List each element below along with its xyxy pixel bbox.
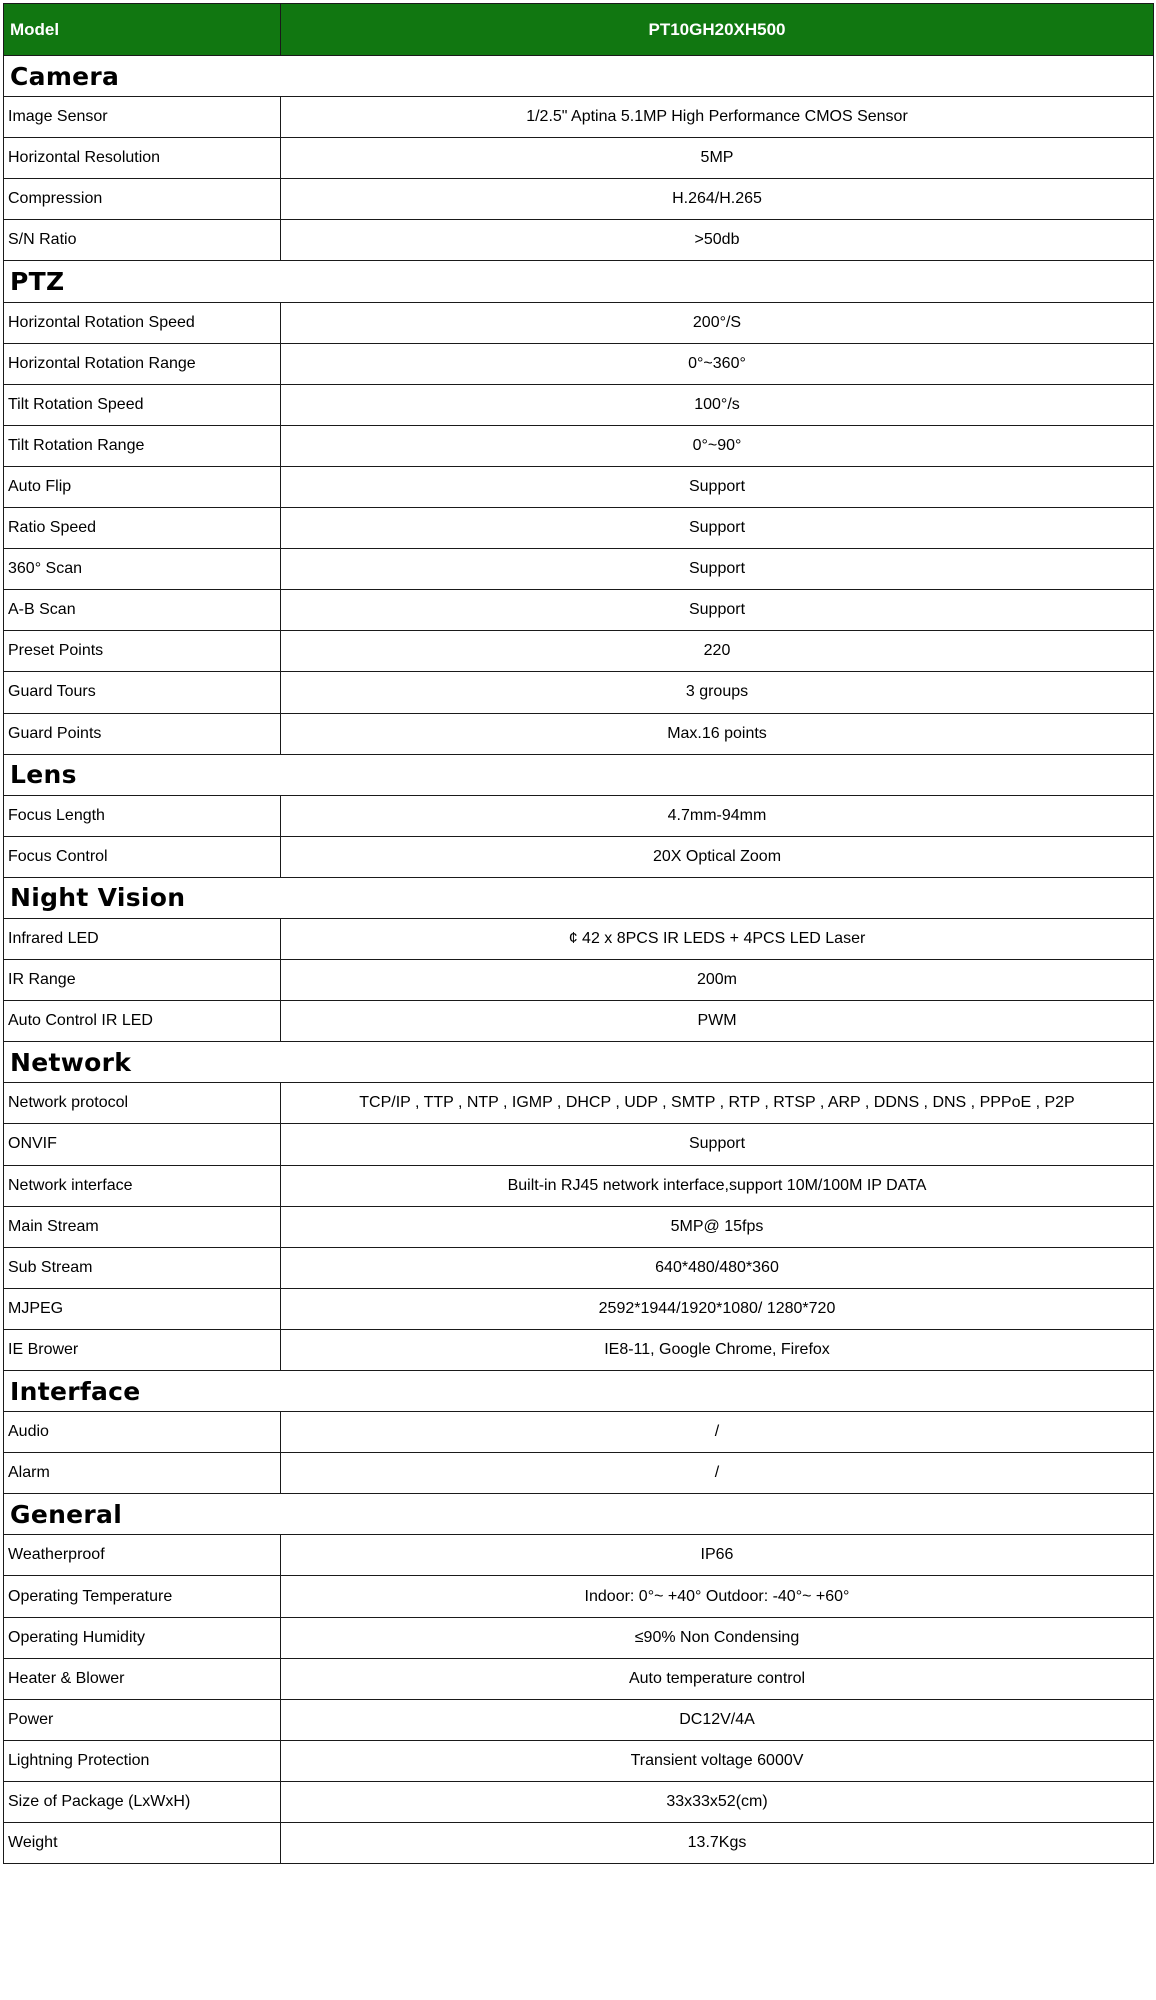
spec-row bbox=[4, 1658, 1154, 1699]
spec-row bbox=[4, 466, 1154, 507]
spec-row bbox=[4, 1288, 1154, 1329]
spec-row bbox=[4, 1740, 1154, 1781]
spec-row bbox=[4, 1083, 1154, 1124]
spec-row bbox=[4, 343, 1154, 384]
spec-value: 13.7Kgs bbox=[281, 1823, 1154, 1864]
spec-row bbox=[4, 1699, 1154, 1740]
spec-label: Focus Length bbox=[4, 795, 281, 836]
spec-value: Support bbox=[281, 590, 1154, 631]
spec-label: Focus Control bbox=[4, 836, 281, 877]
spec-value: 0°~360° bbox=[281, 343, 1154, 384]
spec-label: Compression bbox=[4, 179, 281, 220]
spec-value: PWM bbox=[281, 1001, 1154, 1042]
spec-label: Network interface bbox=[4, 1165, 281, 1206]
header-label: Model bbox=[4, 4, 281, 56]
header-row bbox=[4, 4, 1154, 56]
spec-row bbox=[4, 425, 1154, 466]
spec-value: 33x33x52(cm) bbox=[281, 1781, 1154, 1822]
spec-label: Horizontal Rotation Range bbox=[4, 343, 281, 384]
spec-value: Max.16 points bbox=[281, 713, 1154, 754]
spec-row bbox=[4, 179, 1154, 220]
spec-row bbox=[4, 1617, 1154, 1658]
spec-row bbox=[4, 1124, 1154, 1165]
spec-label: Ratio Speed bbox=[4, 508, 281, 549]
spec-value: 200m bbox=[281, 960, 1154, 1001]
section-title: Interface bbox=[4, 1371, 1154, 1412]
spec-value: ≤90% Non Condensing bbox=[281, 1617, 1154, 1658]
spec-value: Support bbox=[281, 466, 1154, 507]
spec-value: 100°/s bbox=[281, 384, 1154, 425]
spec-label: Infrared LED bbox=[4, 918, 281, 959]
spec-value: / bbox=[281, 1412, 1154, 1453]
spec-value: 5MP bbox=[281, 138, 1154, 179]
spec-label: Sub Stream bbox=[4, 1247, 281, 1288]
spec-table-body bbox=[4, 4, 1154, 1864]
spec-value: 20X Optical Zoom bbox=[281, 836, 1154, 877]
spec-label: Tilt Rotation Range bbox=[4, 425, 281, 466]
spec-label: Power bbox=[4, 1699, 281, 1740]
spec-row bbox=[4, 220, 1154, 261]
spec-label: Weight bbox=[4, 1823, 281, 1864]
spec-label: Auto Control IR LED bbox=[4, 1001, 281, 1042]
spec-value: / bbox=[281, 1453, 1154, 1494]
spec-value: Support bbox=[281, 549, 1154, 590]
spec-label: A-B Scan bbox=[4, 590, 281, 631]
spec-value: Support bbox=[281, 1124, 1154, 1165]
spec-label: Image Sensor bbox=[4, 97, 281, 138]
section-title: Night Vision bbox=[4, 877, 1154, 918]
spec-value: 3 groups bbox=[281, 672, 1154, 713]
spec-label: Main Stream bbox=[4, 1206, 281, 1247]
spec-value: H.264/H.265 bbox=[281, 179, 1154, 220]
spec-row bbox=[4, 1576, 1154, 1617]
spec-label: Weatherproof bbox=[4, 1535, 281, 1576]
spec-value: Indoor: 0°~ +40° Outdoor: -40°~ +60° bbox=[281, 1576, 1154, 1617]
spec-row bbox=[4, 1001, 1154, 1042]
spec-row bbox=[4, 1823, 1154, 1864]
spec-row bbox=[4, 1453, 1154, 1494]
spec-label: Horizontal Resolution bbox=[4, 138, 281, 179]
spec-row bbox=[4, 672, 1154, 713]
spec-row bbox=[4, 713, 1154, 754]
spec-row bbox=[4, 836, 1154, 877]
spec-value: IE8-11, Google Chrome, Firefox bbox=[281, 1329, 1154, 1370]
header-model-value: PT10GH20XH500 bbox=[281, 4, 1154, 56]
spec-value: 0°~90° bbox=[281, 425, 1154, 466]
spec-value: IP66 bbox=[281, 1535, 1154, 1576]
spec-label: MJPEG bbox=[4, 1288, 281, 1329]
spec-row bbox=[4, 795, 1154, 836]
spec-label: 360° Scan bbox=[4, 549, 281, 590]
spec-value: TCP/IP , TTP , NTP , IGMP , DHCP , UDP , SMTP , RTP , RTSP , ARP , DDNS , DNS , PPPoE , P2P bbox=[281, 1083, 1154, 1124]
spec-label: Operating Temperature bbox=[4, 1576, 281, 1617]
spec-label: S/N Ratio bbox=[4, 220, 281, 261]
section-row-6 bbox=[4, 1494, 1154, 1535]
spec-label: Auto Flip bbox=[4, 466, 281, 507]
spec-label: Guard Points bbox=[4, 713, 281, 754]
spec-value: 1/2.5" Aptina 5.1MP High Performance CMOS Sensor bbox=[281, 97, 1154, 138]
section-title: Camera bbox=[4, 56, 1154, 97]
spec-row bbox=[4, 302, 1154, 343]
spec-value: Support bbox=[281, 508, 1154, 549]
spec-label: Guard Tours bbox=[4, 672, 281, 713]
spec-label: ONVIF bbox=[4, 1124, 281, 1165]
spec-table bbox=[3, 3, 1154, 1864]
spec-label: Lightning Protection bbox=[4, 1740, 281, 1781]
spec-row bbox=[4, 960, 1154, 1001]
section-row-1 bbox=[4, 261, 1154, 302]
spec-row bbox=[4, 1165, 1154, 1206]
spec-row bbox=[4, 1781, 1154, 1822]
section-row-3 bbox=[4, 877, 1154, 918]
spec-value: ¢ 42 x 8PCS IR LEDS + 4PCS LED Laser bbox=[281, 918, 1154, 959]
spec-value: DC12V/4A bbox=[281, 1699, 1154, 1740]
spec-label: Alarm bbox=[4, 1453, 281, 1494]
section-row-4 bbox=[4, 1042, 1154, 1083]
spec-row bbox=[4, 549, 1154, 590]
spec-label: Audio bbox=[4, 1412, 281, 1453]
spec-row bbox=[4, 138, 1154, 179]
spec-row bbox=[4, 1206, 1154, 1247]
spec-row bbox=[4, 918, 1154, 959]
spec-row bbox=[4, 384, 1154, 425]
spec-value: 200°/S bbox=[281, 302, 1154, 343]
spec-value: 220 bbox=[281, 631, 1154, 672]
spec-value: Transient voltage 6000V bbox=[281, 1740, 1154, 1781]
spec-row bbox=[4, 1412, 1154, 1453]
spec-row bbox=[4, 97, 1154, 138]
section-title: Network bbox=[4, 1042, 1154, 1083]
spec-value: >50db bbox=[281, 220, 1154, 261]
section-row-2 bbox=[4, 754, 1154, 795]
spec-row bbox=[4, 1535, 1154, 1576]
spec-value: 2592*1944/1920*1080/ 1280*720 bbox=[281, 1288, 1154, 1329]
spec-label: Operating Humidity bbox=[4, 1617, 281, 1658]
spec-value: 5MP@ 15fps bbox=[281, 1206, 1154, 1247]
spec-value: Auto temperature control bbox=[281, 1658, 1154, 1699]
spec-label: Horizontal Rotation Speed bbox=[4, 302, 281, 343]
spec-row bbox=[4, 508, 1154, 549]
spec-label: Tilt Rotation Speed bbox=[4, 384, 281, 425]
spec-label: Size of Package (LxWxH) bbox=[4, 1781, 281, 1822]
spec-row bbox=[4, 1329, 1154, 1370]
spec-label: IR Range bbox=[4, 960, 281, 1001]
section-title: Lens bbox=[4, 754, 1154, 795]
section-title: PTZ bbox=[4, 261, 1154, 302]
section-title: General bbox=[4, 1494, 1154, 1535]
spec-row bbox=[4, 1247, 1154, 1288]
section-row-0 bbox=[4, 56, 1154, 97]
spec-label: Preset Points bbox=[4, 631, 281, 672]
spec-label: IE Brower bbox=[4, 1329, 281, 1370]
spec-row bbox=[4, 631, 1154, 672]
spec-value: 640*480/480*360 bbox=[281, 1247, 1154, 1288]
spec-value: 4.7mm-94mm bbox=[281, 795, 1154, 836]
spec-row bbox=[4, 590, 1154, 631]
section-row-5 bbox=[4, 1371, 1154, 1412]
spec-value: Built-in RJ45 network interface,support 10M/100M IP DATA bbox=[281, 1165, 1154, 1206]
spec-label: Network protocol bbox=[4, 1083, 281, 1124]
spec-label: Heater & Blower bbox=[4, 1658, 281, 1699]
